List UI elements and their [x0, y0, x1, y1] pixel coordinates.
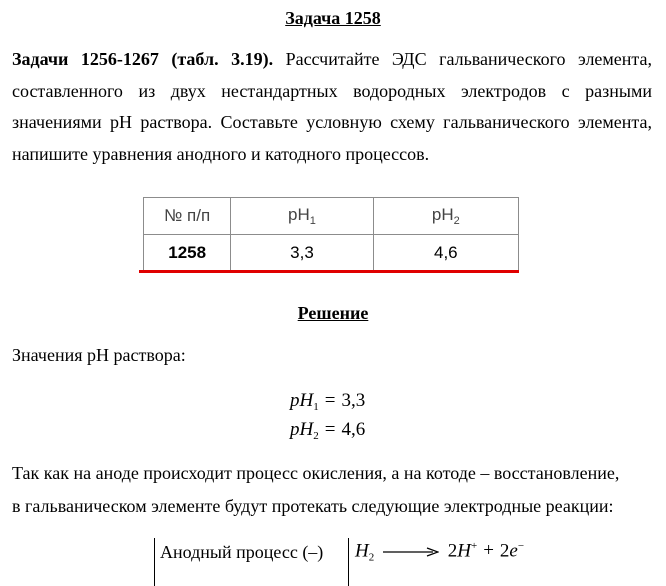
anode-equation: $H_2$ 2H+ + 2e−	[355, 540, 525, 564]
highlight-underline	[139, 270, 519, 273]
header-ph1: $pH_1$	[231, 198, 373, 235]
cell-ph2: 4,6	[373, 235, 518, 272]
task-text: Рассчитайте ЭДС гальванического элемента, составленного из двух нестандартных водородных электродов с разными значениями pH раствора. Составьте условную схему гальванического элемента, напишите уравнения анодного и катодного процессов.	[12, 49, 652, 164]
explanation-line-2: в гальваническом элементе будут протекать следующие электродные реакции:	[12, 496, 614, 516]
scheme-right-bar	[348, 538, 349, 586]
solution-heading: Решение	[297, 303, 369, 323]
formula-ph2: $pH_2 = 4,6$	[290, 419, 366, 442]
table-row	[144, 235, 519, 272]
header-ph2: $pH_2$	[373, 198, 518, 235]
task-statement	[12, 44, 652, 170]
table-header-row	[144, 198, 519, 235]
reaction-arrow-icon	[383, 547, 439, 557]
formula-ph1: $pH_1 = 3,3$	[290, 390, 366, 413]
anode-label: Анодный процесс (–)	[160, 542, 324, 562]
cell-number: 1258	[144, 235, 231, 272]
parameters-table	[143, 197, 519, 272]
explanation-line-1: Так как на аноде происходит процесс окисления, а на котоде – восстановление,	[12, 463, 620, 483]
task-heading: Задача 1258	[285, 8, 381, 28]
task-reference: Задачи 1256-1267 (табл. 3.19).	[12, 49, 274, 69]
cell-ph1: 3,3	[231, 235, 373, 272]
scheme-left-bar	[154, 538, 155, 586]
ph-intro: Значения pH раствора:	[12, 345, 186, 365]
header-number: № п/п	[144, 198, 231, 235]
